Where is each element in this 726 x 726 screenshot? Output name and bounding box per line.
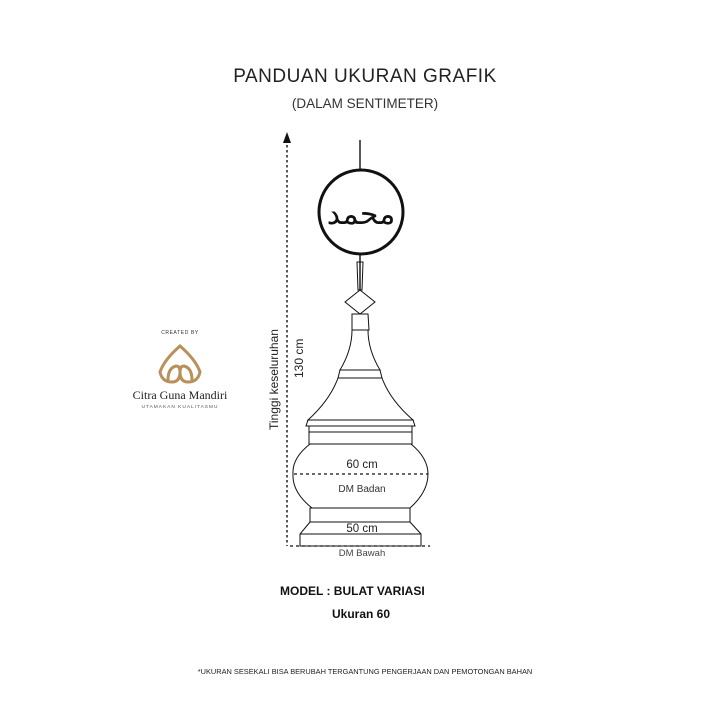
logo-created-by: CREATED BY bbox=[161, 330, 199, 336]
height-label: Tinggi keseluruhan bbox=[267, 329, 281, 430]
logo-mark-icon bbox=[154, 342, 206, 386]
height-arrow bbox=[283, 132, 291, 546]
page-subtitle: (DALAM SENTIMETER) bbox=[291, 96, 439, 111]
logo-name: Citra Guna Mandiri bbox=[132, 388, 228, 402]
dome-neck bbox=[309, 426, 412, 444]
dome-body bbox=[293, 444, 428, 508]
model-label: MODEL : bbox=[280, 584, 331, 598]
model-size: Ukuran 60 bbox=[332, 607, 391, 621]
brand-logo bbox=[120, 330, 240, 410]
model-value: BULAT VARIASI bbox=[333, 584, 425, 598]
footnote: *UKURAN SESEKALI BISA BERUBAH TERGANTUNG PENGERJAAN DAN PEMOTONGAN BAHAN bbox=[197, 667, 533, 676]
dome-spire bbox=[306, 314, 415, 426]
logo-tagline: UTAMAKAN KUALITASMU bbox=[141, 405, 219, 410]
base-diameter-value: 50 cm bbox=[346, 523, 378, 535]
body-diameter-value: 60 cm bbox=[346, 459, 378, 471]
emblem-calligraphy: محمد bbox=[326, 197, 396, 232]
body-diameter-label: DM Badan bbox=[338, 484, 386, 495]
base-diameter-label: DM Bawah bbox=[338, 548, 386, 559]
finial-bead bbox=[345, 290, 375, 314]
height-value: 130 cm bbox=[292, 338, 306, 378]
page-title: PANDUAN UKURAN GRAFIK bbox=[233, 66, 497, 87]
model-line bbox=[280, 584, 480, 598]
